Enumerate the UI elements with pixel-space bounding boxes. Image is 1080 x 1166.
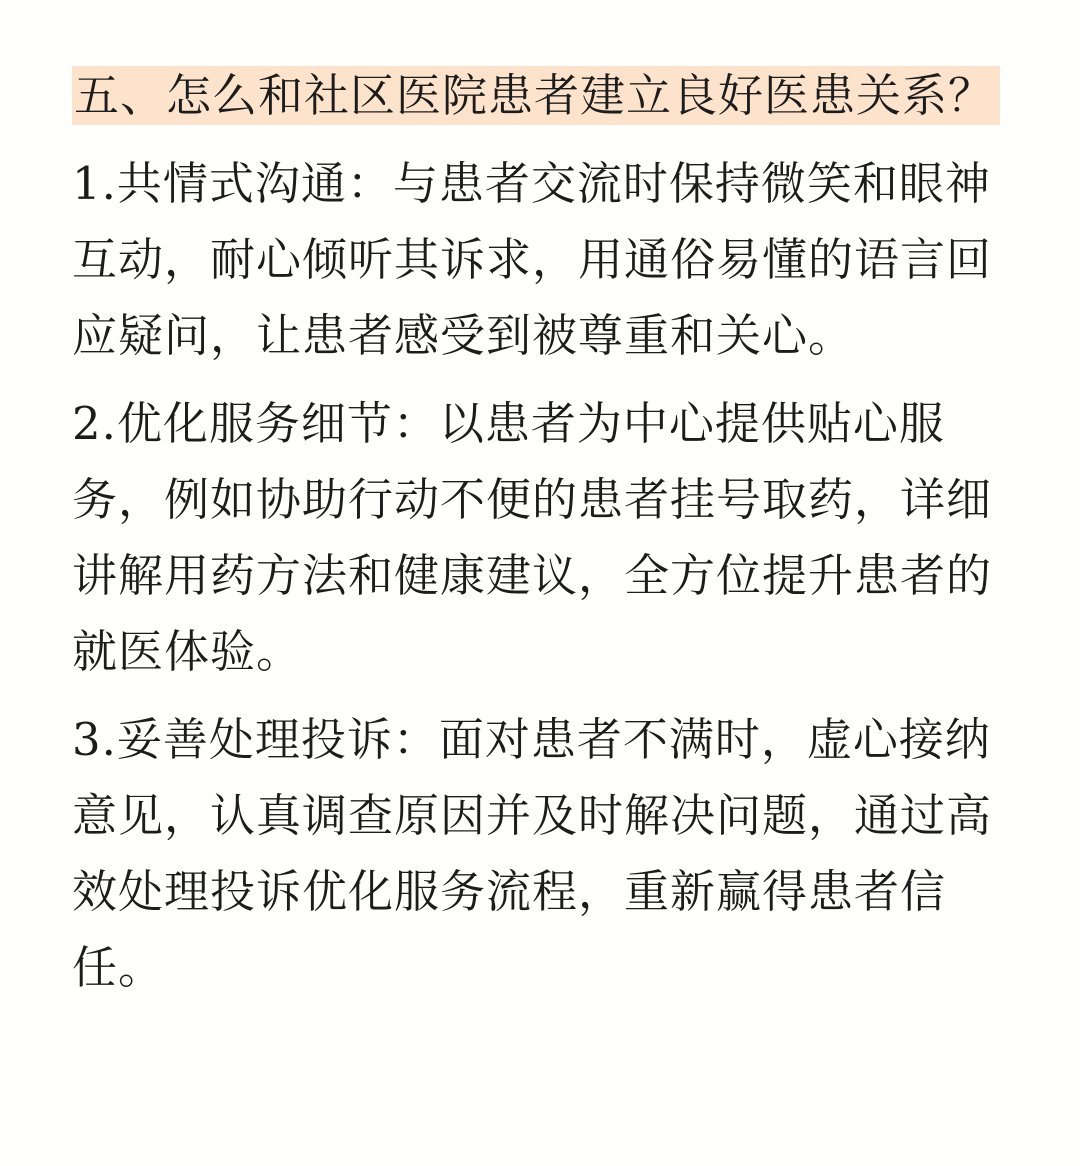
list-item-3: 3.妥善处理投诉：面对患者不满时，虚心接纳意见，认真调查原因并及时解决问题，通过高效处理投诉优化服务流程，重新赢得患者信任。 — [72, 713, 993, 994]
heading-highlight: 五、怎么和社区医院患者建立良好医患关系？ — [72, 66, 1000, 125]
article — [72, 58, 1012, 1018]
list-item-1: 1.共情式沟通：与患者交流时保持微笑和眼神互动，耐心倾听其诉求，用通俗易懂的语言回应疑问，让患者感受到被尊重和关心。 — [72, 157, 993, 362]
list-item-2: 2.优化服务细节：以患者为中心提供贴心服务，例如协助行动不便的患者挂号取药，详细讲解用药方法和健康建议，全方位提升患者的就医体验。 — [72, 397, 993, 678]
section-heading — [72, 58, 1012, 134]
